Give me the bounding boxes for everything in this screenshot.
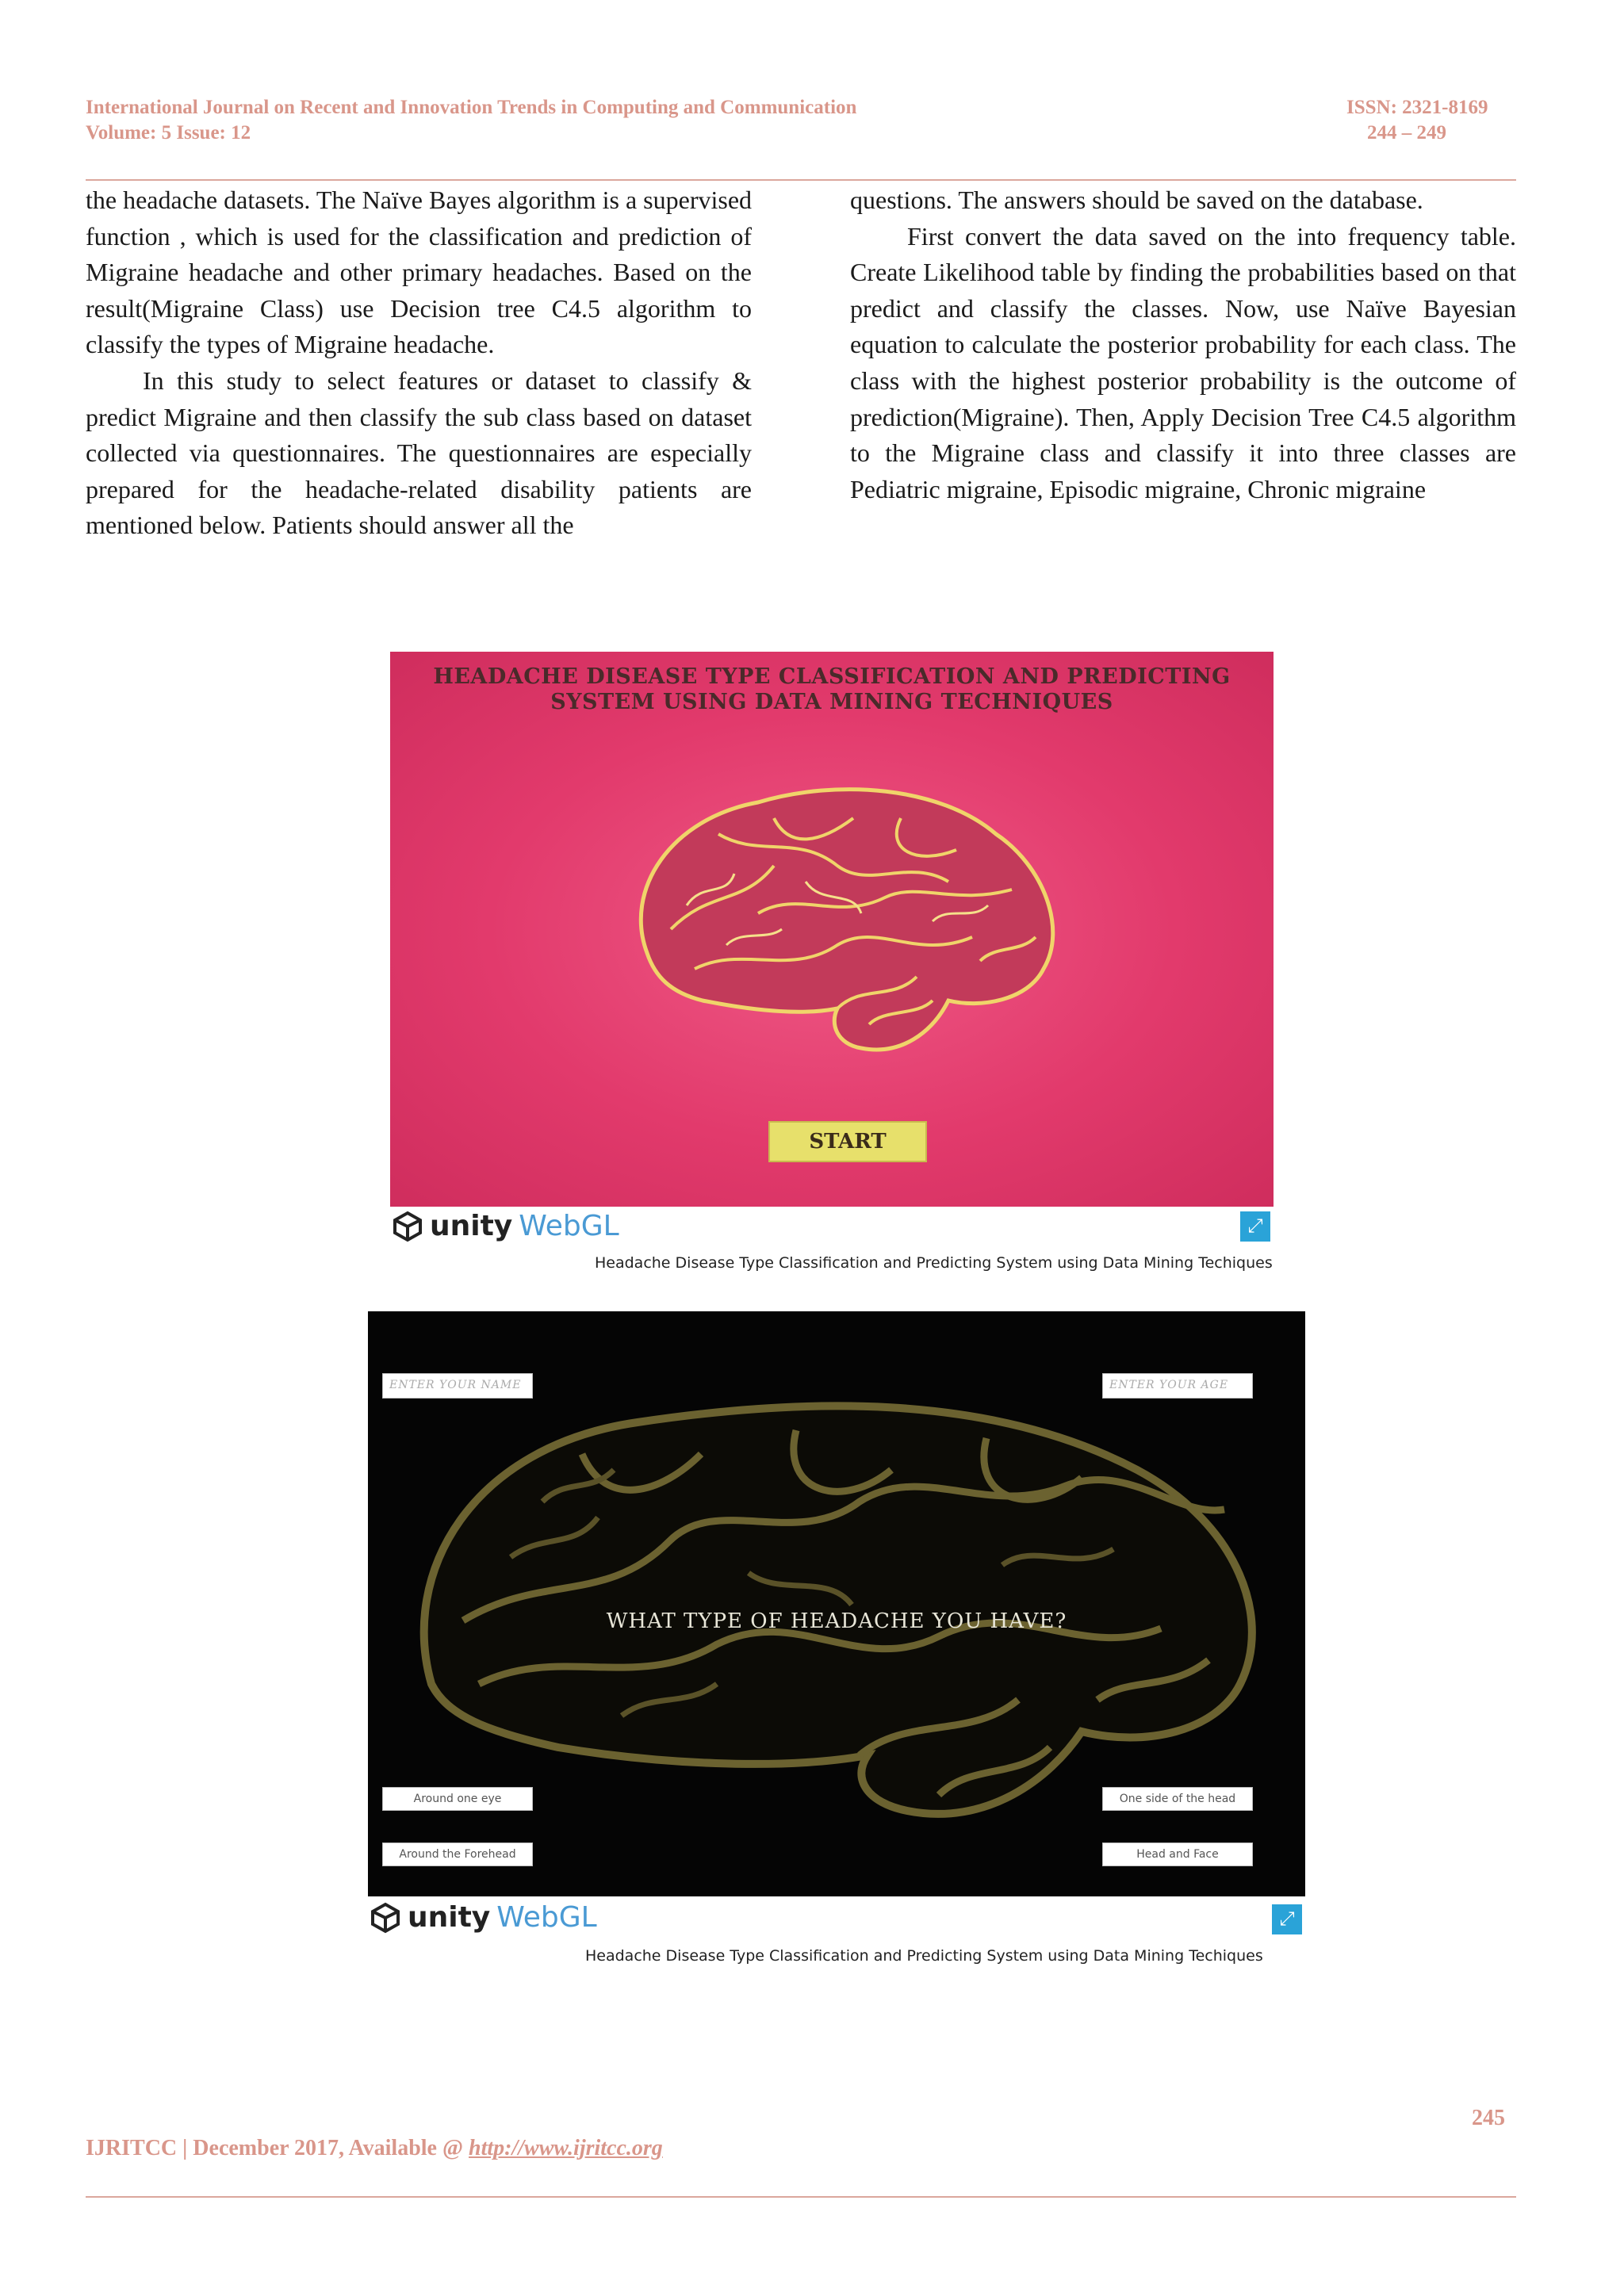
unity-logo-icon xyxy=(392,1211,423,1242)
headache-question: WHAT TYPE OF HEADACHE YOU HAVE? xyxy=(606,1609,1067,1633)
start-button[interactable]: START xyxy=(768,1121,927,1162)
footer-rule xyxy=(86,2196,1516,2198)
right-column xyxy=(850,182,1516,507)
age-input[interactable]: ENTER YOUR AGE xyxy=(1102,1373,1253,1399)
page-number: 245 xyxy=(1472,2106,1505,2130)
unity-wordmark: unity xyxy=(408,1901,491,1934)
webgl-wordmark: WebGL xyxy=(496,1901,597,1934)
figure-1-caption: Headache Disease Type Classification and Predicting System using Data Mining Techiques xyxy=(595,1254,1273,1272)
option-around-forehead[interactable]: Around the Forehead xyxy=(382,1843,533,1866)
journal-title: International Journal on Recent and Innovation Trends in Computing and Communication xyxy=(86,97,857,118)
left-paragraph-2: In this study to select features or dataset to classify & predict Migraine and then classify the sub class based on dataset collected via questionnaires. The questionnaires are especially prepared for the headache-related disability patients are mentioned below. Patients should answer all the xyxy=(86,365,752,540)
page-range: 244 – 249 xyxy=(1367,122,1446,144)
figure-2-caption: Headache Disease Type Classification and Predicting System using Data Mining Techiques xyxy=(585,1947,1263,1965)
footer-label: IJRITCC | December 2017, Available @ xyxy=(86,2136,469,2160)
right-paragraph-2: First convert the data saved on the into frequency table. Create Likelihood table by finding the probabilities based on that predict and classify the classes. Now, use Naïve Bayesian equation to calculate the posterior probability for each class. The class with the highest posterior probability is the outcome of prediction(Migraine). Then, Apply Decision Tree C4.5 algorithm to the Migraine class and classify it into three classes are Pediatric migraine, Episodic migraine, Chronic migraine xyxy=(850,221,1516,503)
fullscreen-icon[interactable]: ⤢ xyxy=(1272,1904,1302,1934)
right-paragraph-1: questions. The answers should be saved on the database. xyxy=(850,186,1423,214)
footer-link[interactable]: http://www.ijritcc.org xyxy=(469,2136,663,2160)
unity-webgl-branding xyxy=(392,1210,619,1242)
figure-question-screen xyxy=(368,1311,1305,1896)
figure-start-screen xyxy=(390,652,1274,1207)
unity-wordmark: unity xyxy=(430,1210,513,1242)
app-title xyxy=(390,664,1274,715)
left-column xyxy=(86,182,752,544)
fullscreen-icon[interactable]: ⤢ xyxy=(1240,1211,1270,1242)
app-title-line-2: SYSTEM USING DATA MINING TECHNIQUES xyxy=(550,690,1113,714)
volume-issue: Volume: 5 Issue: 12 xyxy=(86,122,251,144)
option-head-and-face[interactable]: Head and Face xyxy=(1102,1843,1253,1866)
brain-illustration xyxy=(599,771,1075,1088)
option-around-one-eye[interactable]: Around one eye xyxy=(382,1787,533,1811)
app-title-line-1: HEADACHE DISEASE TYPE CLASSIFICATION AND PREDICTING xyxy=(433,664,1231,689)
issn: ISSN: 2321-8169 xyxy=(1346,97,1488,118)
unity-logo-icon xyxy=(370,1902,401,1934)
webgl-wordmark: WebGL xyxy=(519,1210,619,1242)
unity-webgl-branding-2 xyxy=(370,1901,597,1934)
footer-text xyxy=(86,2136,663,2161)
header-rule xyxy=(86,179,1516,181)
name-input[interactable]: ENTER YOUR NAME xyxy=(382,1373,533,1399)
left-paragraph-1: the headache datasets. The Naïve Bayes algorithm is a supervised function , which is used for the classification and prediction of Migraine headache and other primary headaches. Based on the result(Migraine Class) use Decision tree C4.5 algorithm to classify the types of Migraine headache. xyxy=(86,186,753,359)
option-one-side-of-head[interactable]: One side of the head xyxy=(1102,1787,1253,1811)
